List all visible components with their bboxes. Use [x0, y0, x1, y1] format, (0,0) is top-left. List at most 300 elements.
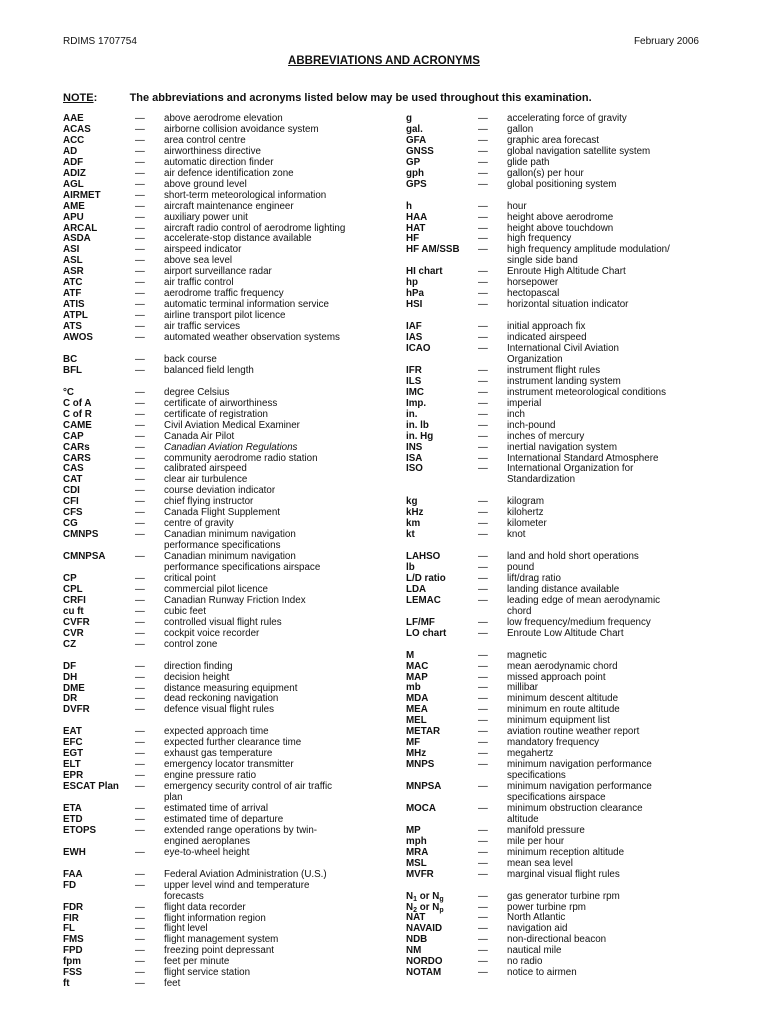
- dash-separator: —: [135, 463, 145, 475]
- abbreviation: ARCAL: [63, 222, 98, 234]
- abbreviation: ATPL: [63, 310, 88, 322]
- definition: airline transport pilot licence: [164, 310, 286, 322]
- abbreviation-entry: [406, 903, 726, 914]
- dash-separator: —: [135, 507, 145, 519]
- definition: cubic feet: [164, 605, 206, 617]
- dash-separator: —: [478, 945, 488, 957]
- dash-separator: —: [135, 408, 145, 420]
- definition: feet: [164, 978, 181, 990]
- dash-separator: —: [135, 693, 145, 705]
- definition: millibar: [507, 682, 539, 694]
- abbreviation-entry: [63, 640, 383, 651]
- definition: Canada Air Pilot: [164, 430, 235, 442]
- abbreviation: NM: [406, 945, 422, 957]
- abbreviation: BC: [63, 353, 78, 365]
- definition: leading edge of mean aerodynamic: [507, 594, 661, 606]
- dash-separator: —: [478, 430, 488, 442]
- definition-continuation: Organization: [507, 353, 563, 365]
- abbreviation: LDA: [406, 583, 427, 595]
- abbreviation: mph: [406, 835, 427, 847]
- dash-separator: —: [478, 233, 488, 245]
- definition: distance measuring equipment: [164, 682, 298, 694]
- dash-separator: —: [478, 627, 488, 639]
- definition: hour: [507, 200, 527, 212]
- definition: instrument landing system: [507, 375, 621, 387]
- definition: minimum equipment list: [507, 715, 610, 727]
- definition: mean sea level: [507, 857, 573, 869]
- abbreviation-entry: [406, 519, 726, 530]
- abbreviation: CVR: [63, 627, 84, 639]
- abbreviation-entry: [63, 903, 383, 914]
- dash-separator: —: [478, 857, 488, 869]
- abbreviation-entry: [406, 563, 726, 574]
- abbreviation: NAT: [406, 912, 426, 924]
- definition-continuation: performance specifications: [164, 540, 281, 552]
- dash-separator: —: [135, 452, 145, 464]
- dash-separator: —: [135, 967, 145, 979]
- abbreviation: LO chart: [406, 627, 447, 639]
- abbreviation: fpm: [63, 956, 81, 968]
- definition: Enroute High Altitude Chart: [507, 266, 626, 278]
- definition: community aerodrome radio station: [164, 452, 318, 464]
- dash-separator: —: [135, 759, 145, 771]
- definition: cockpit voice recorder: [164, 627, 260, 639]
- abbreviation-entry: [63, 629, 383, 640]
- abbreviation: HF: [406, 233, 420, 245]
- abbreviation-entry: [406, 180, 726, 191]
- definition: extended range operations by twin-: [164, 824, 318, 836]
- dash-separator: —: [478, 113, 488, 124]
- dash-separator: —: [135, 364, 145, 376]
- definition: megahertz: [507, 748, 554, 760]
- definition: manifold pressure: [507, 824, 585, 836]
- dash-separator: —: [478, 846, 488, 858]
- definition: minimum navigation performance: [507, 781, 652, 793]
- abbreviation-entry: [406, 760, 726, 771]
- definition: Enroute Low Altitude Chart: [507, 627, 624, 639]
- abbreviation: hPa: [406, 288, 424, 300]
- dash-separator: —: [135, 386, 145, 398]
- definition: mandatory frequency: [507, 737, 600, 749]
- dash-separator: —: [135, 211, 145, 223]
- abbreviation-entry: [63, 848, 383, 859]
- dash-separator: —: [135, 310, 145, 322]
- abbreviation-spacer: [406, 475, 478, 486]
- dash-separator: —: [135, 134, 145, 146]
- dash-separator: —: [135, 222, 145, 234]
- definition: air traffic control: [164, 277, 234, 289]
- abbreviation-entry: [406, 421, 726, 432]
- definition: global positioning system: [507, 178, 617, 190]
- definition: minimum en route altitude: [507, 704, 620, 716]
- dash-separator: —: [135, 145, 145, 157]
- abbreviation: ATIS: [63, 299, 85, 311]
- dash-separator: —: [478, 134, 488, 146]
- dash-separator: —: [135, 266, 145, 278]
- dash-separator: —: [135, 748, 145, 760]
- dash-separator: —: [135, 594, 145, 606]
- definition: upper level wind and temperature: [164, 879, 310, 891]
- definition: decision height: [164, 671, 230, 683]
- definition: minimum obstruction clearance: [507, 802, 643, 814]
- document-date: February 2006: [633, 36, 699, 47]
- abbreviation-entry: [63, 662, 383, 673]
- abbreviation: M: [406, 649, 415, 661]
- definition: aviation routine weather report: [507, 726, 640, 738]
- dash-separator: —: [135, 879, 145, 891]
- abbreviation-entry: [406, 344, 726, 355]
- abbreviation-entry: [406, 804, 726, 815]
- dash-separator: —: [478, 616, 488, 628]
- abbreviation: CARs: [63, 441, 90, 453]
- abbreviation: FL: [63, 923, 75, 935]
- dash-separator: —: [135, 288, 145, 300]
- abbreviation: ISA: [406, 452, 423, 464]
- group-spacer: [406, 486, 726, 497]
- abbreviation: ft: [63, 978, 70, 990]
- abbreviation: ADIZ: [63, 167, 86, 179]
- dash-separator: —: [478, 726, 488, 738]
- definition: Canadian Aviation Regulations: [164, 441, 298, 453]
- abbreviation: DVFR: [63, 704, 90, 716]
- dash-separator: —: [478, 211, 488, 223]
- definition: exhaust gas temperature: [164, 748, 273, 760]
- dash-separator: —: [478, 321, 488, 333]
- dash-separator: —: [478, 693, 488, 705]
- abbreviation: cu ft: [63, 605, 84, 617]
- abbreviation: ATF: [63, 288, 82, 300]
- dash-separator: —: [135, 704, 145, 716]
- dash-separator: —: [478, 277, 488, 289]
- definition: above aerodrome elevation: [164, 113, 283, 124]
- abbreviation: hp: [406, 277, 418, 289]
- abbreviation: GNSS: [406, 145, 434, 157]
- dash-separator: —: [478, 386, 488, 398]
- abbreviation: CAT: [63, 474, 83, 486]
- dash-separator: —: [478, 890, 488, 902]
- definition: kilometer: [507, 518, 547, 530]
- dash-separator: —: [135, 156, 145, 168]
- dash-separator: —: [478, 342, 488, 354]
- abbreviation: AWOS: [63, 332, 93, 344]
- abbreviation: HI chart: [406, 266, 443, 278]
- abbreviation: CFI: [63, 496, 79, 508]
- definition: airspeed indicator: [164, 244, 242, 256]
- definition: inertial navigation system: [507, 441, 617, 453]
- dash-separator: —: [135, 934, 145, 946]
- abbreviation-entry: [63, 596, 383, 607]
- definition: missed approach point: [507, 671, 606, 683]
- dash-separator: —: [135, 956, 145, 968]
- abbreviation: gal.: [406, 123, 423, 135]
- abbreviation: °C: [63, 386, 74, 398]
- abbreviation: CARS: [63, 452, 91, 464]
- dash-separator: —: [135, 113, 145, 124]
- abbreviation-entry-continuation: [406, 475, 726, 486]
- abbreviation: EFC: [63, 737, 83, 749]
- dash-separator: —: [135, 123, 145, 135]
- abbreviation-entry: [406, 508, 726, 519]
- abbreviation: NORDO: [406, 956, 443, 968]
- definition: centre of gravity: [164, 518, 234, 530]
- definition: automatic terminal information service: [164, 299, 329, 311]
- dash-separator: —: [135, 605, 145, 617]
- abbreviation: kg: [406, 496, 418, 508]
- abbreviation-entry: [63, 333, 383, 344]
- abbreviation-entry: [63, 410, 383, 421]
- definition-continuation: performance specifications airspace: [164, 562, 321, 574]
- dash-separator: —: [478, 748, 488, 760]
- abbreviation: ETA: [63, 802, 82, 814]
- abbreviation-entry: [406, 213, 726, 224]
- abbreviation: AIRMET: [63, 189, 101, 201]
- group-spacer: [406, 881, 726, 892]
- definition: aircraft radio control of aerodrome lighting: [164, 222, 346, 234]
- abbreviation: MP: [406, 824, 421, 836]
- definition: clear air turbulence: [164, 474, 248, 486]
- abbreviation: AGL: [63, 178, 84, 190]
- dash-separator: —: [478, 332, 488, 344]
- dash-separator: —: [478, 901, 488, 913]
- dash-separator: —: [135, 802, 145, 814]
- abbreviation: BFL: [63, 364, 83, 376]
- abbreviation: km: [406, 518, 421, 530]
- definition: gallon: [507, 123, 534, 135]
- dash-separator: —: [135, 397, 145, 409]
- definition: North Atlantic: [507, 912, 566, 924]
- abbreviation-entry: [406, 968, 726, 979]
- abbreviation: AD: [63, 145, 78, 157]
- definition-continuation: Standardization: [507, 474, 576, 486]
- abbreviation: EAT: [63, 726, 82, 738]
- abbreviation-entry: [63, 979, 383, 990]
- abbreviation-entry: [406, 629, 726, 640]
- definition: automated weather observation systems: [164, 332, 340, 344]
- abbreviation: DME: [63, 682, 85, 694]
- abbreviation: MOCA: [406, 802, 436, 814]
- dash-separator: —: [478, 682, 488, 694]
- abbreviation-entry: [406, 935, 726, 946]
- abbreviation: HAT: [406, 222, 426, 234]
- definition: graphic area forecast: [507, 134, 600, 146]
- abbreviation: LAHSO: [406, 551, 441, 563]
- definition: Canadian minimum navigation: [164, 551, 296, 563]
- note-colon: :: [93, 92, 98, 104]
- abbreviation: DH: [63, 671, 78, 683]
- definition-continuation: forecasts: [164, 890, 204, 902]
- definition: above ground level: [164, 178, 247, 190]
- abbreviation-entry: [406, 738, 726, 749]
- definition-continuation: specifications airspace: [507, 792, 606, 804]
- definition: Federal Aviation Administration (U.S.): [164, 868, 327, 880]
- definition: inch: [507, 408, 525, 420]
- abbreviation: CDI: [63, 485, 80, 497]
- abbreviation-entry: [406, 892, 726, 903]
- dash-separator: —: [478, 266, 488, 278]
- dash-separator: —: [135, 726, 145, 738]
- abbreviation: HSI: [406, 299, 423, 311]
- abbreviation: ISO: [406, 463, 423, 475]
- abbreviation: MNPS: [406, 759, 435, 771]
- definition: hectopascal: [507, 288, 560, 300]
- abbreviation: in. lb: [406, 419, 429, 431]
- abbreviation: lb: [406, 562, 415, 574]
- dash-separator: —: [135, 332, 145, 344]
- dash-separator: —: [478, 452, 488, 464]
- definition: auxiliary power unit: [164, 211, 248, 223]
- abbreviation: MDA: [406, 693, 429, 705]
- definition: expected approach time: [164, 726, 269, 738]
- definition: automatic direction finder: [164, 156, 274, 168]
- abbreviation: MSL: [406, 857, 427, 869]
- dash-separator: —: [478, 802, 488, 814]
- definition: horizontal situation indicator: [507, 299, 629, 311]
- abbreviation: ASL: [63, 255, 83, 267]
- dash-separator: —: [135, 353, 145, 365]
- abbreviation-entry: [63, 421, 383, 432]
- group-spacer: [63, 651, 383, 662]
- definition: control zone: [164, 638, 218, 650]
- definition: high frequency amplitude modulation/: [507, 244, 670, 256]
- dash-separator: —: [135, 868, 145, 880]
- definition: critical point: [164, 573, 216, 584]
- definition: certificate of airworthiness: [164, 397, 278, 409]
- abbreviation: MAC: [406, 660, 429, 672]
- dash-separator: —: [478, 715, 488, 727]
- dash-separator: —: [135, 923, 145, 935]
- abbreviation-entry: [406, 530, 726, 541]
- dash-separator: —: [478, 956, 488, 968]
- abbreviation-entry: [406, 267, 726, 278]
- dash-separator: —: [135, 485, 145, 497]
- definition: marginal visual flight rules: [507, 868, 620, 880]
- abbreviation-entry: [63, 443, 383, 454]
- abbreviation: CPL: [63, 583, 83, 595]
- dash-separator: —: [135, 583, 145, 595]
- dash-separator: —: [478, 364, 488, 376]
- dash-separator: —: [478, 419, 488, 431]
- dash-separator: —: [478, 649, 488, 661]
- abbreviation: CFS: [63, 507, 83, 519]
- page-title-text: ABBREVIATIONS AND ACRONYMS: [288, 55, 480, 67]
- definition: aerodrome traffic frequency: [164, 288, 284, 300]
- abbreviation: g: [406, 113, 412, 124]
- definition: course deviation indicator: [164, 485, 276, 497]
- definition: knot: [507, 529, 526, 541]
- dash-separator: —: [478, 123, 488, 135]
- definition-continuation: engined aeroplanes: [164, 835, 251, 847]
- abbreviation: AME: [63, 200, 85, 212]
- abbreviation: MEA: [406, 704, 428, 716]
- abbreviation: C of A: [63, 397, 92, 409]
- abbreviation: ADF: [63, 156, 84, 168]
- dash-separator: —: [478, 671, 488, 683]
- abbreviation-entry: [63, 881, 383, 892]
- definition: land and hold short operations: [507, 551, 639, 563]
- dash-separator: —: [478, 244, 488, 256]
- abbreviation: $N_1$ or $N_g$: [406, 890, 444, 903]
- abbreviation: kHz: [406, 507, 424, 519]
- abbreviation: MHz: [406, 748, 427, 760]
- abbreviation-entry: [63, 968, 383, 979]
- abbreviation: CAP: [63, 430, 84, 442]
- definition: Canadian Runway Friction Index: [164, 594, 306, 606]
- dash-separator: —: [478, 923, 488, 935]
- definition: horsepower: [507, 277, 559, 289]
- abbreviation-entry: [406, 443, 726, 454]
- definition: minimum reception altitude: [507, 846, 625, 858]
- definition: calibrated airspeed: [164, 463, 247, 475]
- abbreviation: ATC: [63, 277, 83, 289]
- definition: air traffic services: [164, 321, 241, 333]
- dash-separator: —: [135, 277, 145, 289]
- dash-separator: —: [478, 200, 488, 212]
- dash-separator: —: [135, 189, 145, 201]
- dash-separator: —: [135, 474, 145, 486]
- abbreviation-entry: [63, 870, 383, 881]
- note: [63, 92, 592, 104]
- definition: height above touchdown: [507, 222, 614, 234]
- dash-separator: —: [478, 551, 488, 563]
- abbreviation-entry: [63, 673, 383, 684]
- dash-separator: —: [135, 233, 145, 245]
- dash-separator: —: [135, 419, 145, 431]
- abbreviation: IAS: [406, 332, 423, 344]
- dash-separator: —: [478, 737, 488, 749]
- definition: airworthiness directive: [164, 145, 261, 157]
- abbreviation-entry: [406, 651, 726, 662]
- abbreviation: FMS: [63, 934, 84, 946]
- abbreviation: DF: [63, 660, 77, 672]
- dash-separator: —: [478, 594, 488, 606]
- abbreviation: gph: [406, 167, 424, 179]
- definition-continuation: plan: [164, 792, 183, 804]
- dash-separator: —: [478, 518, 488, 530]
- dash-separator: —: [135, 638, 145, 650]
- abbreviation: EWH: [63, 846, 86, 858]
- abbreviation: NOTAM: [406, 967, 442, 979]
- group-spacer: [406, 640, 726, 651]
- abbreviation: DR: [63, 693, 78, 705]
- abbreviation: FDR: [63, 901, 84, 913]
- definition: estimated time of arrival: [164, 802, 268, 814]
- dash-separator: —: [135, 244, 145, 256]
- definition: flight service station: [164, 967, 251, 979]
- dash-separator: —: [478, 222, 488, 234]
- dash-separator: —: [135, 846, 145, 858]
- abbreviation-entry: [63, 202, 383, 213]
- definition: Canadian minimum navigation: [164, 529, 296, 541]
- definition: flight data recorder: [164, 901, 246, 913]
- abbreviation: ESCAT Plan: [63, 781, 119, 793]
- definition: degree Celsius: [164, 386, 230, 398]
- abbreviation: LEMAC: [406, 594, 441, 606]
- group-spacer: [406, 191, 726, 202]
- abbreviation: INS: [406, 441, 423, 453]
- abbreviation: CMNPS: [63, 529, 99, 541]
- abbreviation-entry: [406, 147, 726, 158]
- definition: global navigation satellite system: [507, 145, 651, 157]
- abbreviation: FIR: [63, 912, 79, 924]
- dash-separator: —: [478, 507, 488, 519]
- definition: engine pressure ratio: [164, 770, 257, 782]
- dash-separator: —: [135, 901, 145, 913]
- abbreviation: LF/MF: [406, 616, 435, 628]
- abbreviation: FAA: [63, 868, 83, 880]
- definition: instrument flight rules: [507, 364, 601, 376]
- dash-separator: —: [135, 671, 145, 683]
- abbreviation-entry: [406, 946, 726, 957]
